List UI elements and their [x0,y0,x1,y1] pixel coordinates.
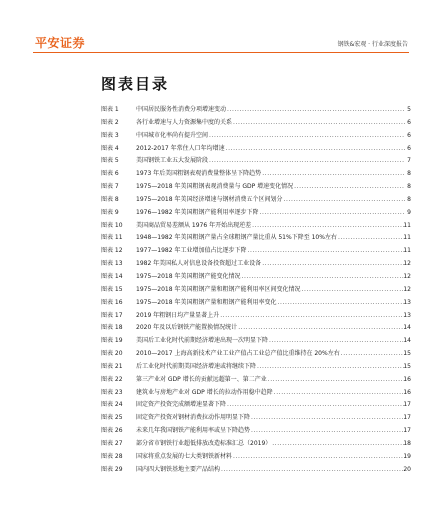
toc-entry-number: 图表 17 [101,311,123,319]
toc-entry-leader [136,155,405,168]
toc-entry[interactable] [101,348,411,361]
toc-entry-title: 1973 年后美国粗钢表观消费量整体呈下降趋势 [136,170,262,178]
toc-entry[interactable] [101,322,411,335]
toc-entry-leader [136,104,405,117]
toc-entry-number: 图表 18 [101,324,123,332]
toc-entry-page: 8 [407,183,411,191]
toc-entry-leader [136,130,405,143]
toc-entry-page: 17 [403,414,411,422]
toc-entry-leader [136,143,405,156]
toc-entry-leader [136,438,405,451]
toc-entry-number: 图表 1 [101,106,119,113]
toc-entry-number: 图表 14 [101,272,123,280]
toc-entry-page: 12 [403,272,411,280]
toc-entry[interactable] [101,284,411,297]
toc-entry-title: 国家将重点发展的七大类钢铁新材料 [136,452,233,460]
toc-entry-page: 11 [403,234,411,242]
toc-entry-title: 1976—1982 年美国粗钢产能利用率逐步下降 [136,208,259,216]
toc-entry-number: 图表 25 [101,414,123,422]
toc-entry-page: 14 [403,324,411,332]
toc-entry[interactable] [101,374,411,387]
toc-entry-title: 后工业化时代前期美国经济增速或将继续下降 [136,362,257,370]
toc-entry-number: 图表 9 [101,208,119,216]
toc-entry[interactable] [101,438,411,451]
toc-entry-title: 1948—1982 年美国粗钢产量占全球粗钢产量比重从 51%下降至 10%左右 [136,234,337,242]
toc-entry-title: 未来几年我国钢铁产能利用率或呈下降趋势 [136,427,251,435]
toc-entry-title: 1975—2018 年美国粗钢表观消费量与 GDP 增速变化情况 [136,183,294,191]
toc-entry[interactable] [101,143,411,156]
toc-entry-leader [136,425,405,438]
toc-entry-page: 11 [403,221,411,229]
toc-entry-title: 各行业增速与人力资源集中度的关系 [136,118,233,126]
toc-entry-page: 12 [403,285,411,293]
toc-entry[interactable] [101,245,411,258]
toc-entry-leader [136,117,405,130]
toc-entry-number: 图表 11 [101,234,123,242]
toc-entry-leader [136,348,405,361]
toc-entry-number: 图表 27 [101,439,123,447]
toc-entry-title: 2012-2017 年常住人口年均增速 [136,144,225,152]
toc-entry-leader [136,310,405,323]
toc-entry-title: 中国居民服务性消费分项增速变动 [136,106,227,113]
toc-entry-title: 2020 年及以后钢铁产能置换情况统计 [136,324,238,332]
toc-entry-leader [136,284,405,297]
toc-entry[interactable] [101,104,411,117]
toc-entry-page: 11 [403,247,411,255]
toc-entry-page: 15 [403,362,411,370]
toc-entry[interactable] [101,168,411,181]
toc-entry-page: 6 [407,118,411,126]
toc-entry-number: 图表 4 [101,144,119,152]
toc-entry-leader [136,387,405,400]
toc-entry[interactable] [101,181,411,194]
toc-entry[interactable] [101,130,411,143]
toc-entry-number: 图表 15 [101,285,123,293]
company-logo: 平安证券 [35,36,86,50]
toc-title: 图表目录 [101,75,170,93]
toc-entry-title: 美国商品贸易差额从 1976 年开始出现逆差 [136,221,252,229]
toc-entry-leader [136,232,405,245]
toc-entry-leader [136,399,405,412]
toc-entry-number: 图表 5 [101,157,119,165]
toc-entry[interactable] [101,464,411,477]
toc-entry-number: 图表 29 [101,465,123,473]
toc-entry-leader [136,258,405,271]
toc-entry[interactable] [101,117,411,130]
toc-entry-title: 1977—1982 年工业增加值占比逐步下降 [136,247,247,255]
toc-entry[interactable] [101,335,411,348]
toc-entry-leader [136,168,405,181]
toc-entry-title: 美国后工业化时代前期经济增速出现一次明显下降 [136,337,269,345]
toc-entry-number: 图表 28 [101,452,123,460]
toc-entry[interactable] [101,258,411,271]
toc-entry-page: 17 [403,401,411,409]
toc-entry-leader [136,245,405,258]
toc-entry-page: 15 [403,350,411,358]
toc-entry-leader [136,412,405,425]
page-header [0,0,442,56]
toc-entry-page: 16 [403,388,411,396]
toc-entry-page: 16 [403,375,411,383]
toc-entry-page: 14 [403,337,411,345]
toc-entry-number: 图表 12 [101,247,123,255]
toc-entry-leader [136,181,405,194]
toc-entry-title: 固定资产投资完成额增速显著下降 [136,401,227,409]
report-type-label: 钢铁&宏观 · 行业深度报告 [337,41,408,48]
toc-entry-leader [136,361,405,374]
toc-entry-title: 美国钢铁工业五大发展阶段 [136,157,209,165]
toc-entry-page: 13 [403,298,411,306]
toc-entry-title: 国内四大钢铁基地主要产品结构 [136,465,221,473]
toc-entry-leader [136,464,405,477]
toc-entry-leader [136,271,405,284]
toc-entry-number: 图表 6 [101,170,119,178]
toc-entry-page: 9 [407,208,411,216]
toc-entry[interactable] [101,361,411,374]
toc-entry-number: 图表 19 [101,337,123,345]
toc-entry-page: 18 [403,439,411,447]
toc-entry-leader [136,194,405,207]
toc-entry-title: 2010—2017 上海高新技术产业工业产值占工业总产值比重维持在 20%左右 [136,350,340,358]
toc-entry-number: 图表 16 [101,298,123,306]
toc-entry[interactable] [101,297,411,310]
toc-entry-number: 图表 22 [101,375,123,383]
toc-entry-title: 1975—2018 年美国经济增速与钢材消费五个区间划分 [136,195,283,203]
toc-entry-page: 7 [407,157,411,165]
toc-entry[interactable] [101,451,411,464]
toc-entry-number: 图表 3 [101,131,119,139]
toc-entry-leader [136,374,405,387]
toc-entry-number: 图表 20 [101,350,123,358]
toc-entry[interactable] [101,310,411,323]
toc-entry-leader [136,335,405,348]
toc-entry-page: 19 [403,452,411,460]
toc-entry-title: 第三产业对 GDP 增长的贡献远超第一、第二产业 [136,375,267,383]
toc-entry-number: 图表 2 [101,118,119,126]
toc-entry-title: 1982 年美国私人对信息设备投资超过工业设备 [136,260,262,268]
toc-entry-title: 2019 年粗钢日均产量显著上升 [136,311,220,319]
toc-entry[interactable] [101,271,411,284]
toc-entry[interactable] [101,155,411,168]
header-divider [33,52,409,53]
toc-entry-leader [136,322,405,335]
toc-entry-title: 中国城市化率尚有提升空间 [136,131,209,139]
toc-entry-page: 8 [407,195,411,203]
toc-entry-page: 17 [403,427,411,435]
toc-entry-page: 6 [407,144,411,152]
toc-entry-page: 20 [403,465,411,473]
toc-list [101,104,411,476]
toc-entry-number: 图表 13 [101,260,123,268]
toc-entry[interactable] [101,399,411,412]
toc-entry-number: 图表 24 [101,401,123,409]
toc-entry-page: 5 [407,106,411,113]
toc-entry-page: 6 [407,131,411,139]
toc-entry-title: 建筑业与房地产业对 GDP 增长的拉动作用稳中趋降 [136,388,273,396]
toc-entry-page: 12 [403,260,411,268]
toc-entry-title: 1975—2018 年美国粗钢产量和粗钢产能利用率变化 [136,298,277,306]
toc-entry[interactable] [101,207,411,220]
toc-entry[interactable] [101,425,411,438]
toc-entry-leader [136,220,405,233]
toc-entry-leader [136,451,405,464]
toc-entry-title: 固定资产投资对钢材消费拉动作用明显下降 [136,414,251,422]
toc-entry-leader [136,207,405,220]
toc-entry-number: 图表 10 [101,221,123,229]
toc-entry-number: 图表 23 [101,388,123,396]
toc-entry[interactable] [101,387,411,400]
toc-entry-title: 部分省市钢铁行业超低排放改造标准汇总（2019） [136,439,272,447]
toc-entry-title: 1975—2018 年美国粗钢产能变化情况 [136,272,241,280]
toc-entry[interactable] [101,412,411,425]
toc-entry[interactable] [101,232,411,245]
toc-entry-number: 图表 7 [101,183,119,191]
toc-entry-number: 图表 21 [101,362,123,370]
toc-entry-number: 图表 8 [101,195,119,203]
toc-entry-title: 1975—2018 年美国粗钢产量和粗钢产能利用率区间变化情况 [136,285,301,293]
toc-entry[interactable] [101,194,411,207]
toc-entry-number: 图表 26 [101,427,123,435]
toc-entry-leader [136,297,405,310]
toc-entry-page: 13 [403,311,411,319]
toc-entry[interactable] [101,220,411,233]
toc-entry-page: 8 [407,170,411,178]
